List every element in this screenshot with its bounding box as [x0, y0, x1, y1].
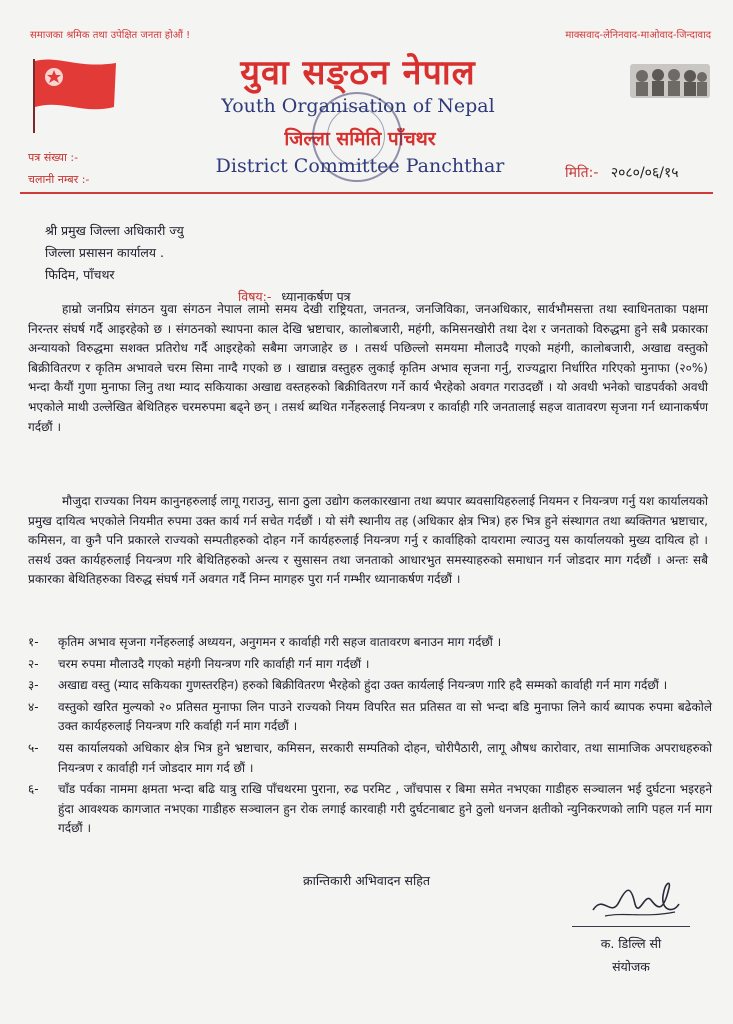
- signer-role: संयोजक: [612, 959, 650, 974]
- date-label: मिति:-: [565, 165, 599, 181]
- body-paragraph-1: हाम्रो जनप्रिय संगठन युवा संगठन नेपाल लामो समय देखी राष्ट्रियता, जनतन्त्र, जनजिविका, जनअधिकार, सार्वभौमसत्ता तथा स्वाधिनताका पक्षमा निरन्तर संघर्ष गर्दै आइरहेको छ । संगठनको स्थापना काल देखि भ्रष्टाचार, कालोबजारी, महंगी, कमिसनखोरी तथा देश र जनताको विरुद्धमा हुने सबै प्रकारका अन्यायको विरुद्धमा सशक्त प्रतिरोध गर्दै आइरहेको सबैमा जगजाहेर छ । तसर्थ पछिल्लो समयमा मौलाउदै गएको महंगी, कालोबजारी, अखाद्य वस्तुको बिक्रीवितरण र कृतिम अभावले चरम सिमा नाग्दै गएको छ । खाद्यान्न वस्तुहरु लुकाई कृतिम अभाव सृजना गर्नु, राज्यद्वारा निर्धारित गरिएको मुनाफा (२०%) भन्दा कैयौं गुणा मुनाफा लिनु तथा म्याद सकियाका अखाद्य वस्तहरुको बिक्रीवितरण गर्ने कार्य भैरहेको अवगत गराउदछौं । यो अवधी भनेको चाडपर्वको अवधी भएकोले माथी उल्लेखित बेथितिहरु चरमरुपमा बढ्ने छन् । तसर्थ ब्यथित गर्नेहरुलाई नियन्त्रण र कार्वाही गरि जनतालाई सहज वातावरण सृजना गर्न ध्यानाकर्षण गर्दछौं ।: [28, 302, 708, 434]
- date-value: २०८०/०६/१५: [610, 165, 679, 181]
- org-name-nepali: युवा सङ्ठन नेपाल: [240, 53, 476, 93]
- recipient-line-2: जिल्ला प्रसासन कार्यालय .: [45, 245, 164, 260]
- party-flag-icon: [28, 55, 120, 135]
- org-name-english: Youth Organisation of Nepal: [221, 95, 495, 117]
- official-seal: [312, 92, 402, 182]
- list-item: ३- अखाद्य वस्तु (म्याद सकियका गुणस्तरहिन) हरुको बिक्रीवितरण भैरहेको हुंदा उक्त कार्यलाई नियन्त्रण गारि हदै सम्मको कार्वाही गर्न माग गर्दछौं ।: [28, 678, 668, 693]
- reference-number-label: पत्र संख्या :-: [28, 151, 79, 164]
- header-slogan-right: माक्सवाद-लेनिनवाद-माओवाद-जिन्दावाद: [565, 30, 711, 41]
- committee-name-english: District Committee Panchthar: [215, 155, 505, 177]
- closing-greeting: क्रान्तिकारी अभिवादन सहित: [303, 873, 430, 888]
- list-item: १- कृतिम अभाव सृजना गर्नेहरुलाई अध्ययन, अनुगमन र कार्वाही गरी सहज वातावरण बनाउन माग गर्दछौं ।: [28, 635, 502, 649]
- demands-list: [28, 633, 712, 841]
- dispatch-number-label: चलानी नम्बर :-: [28, 173, 90, 186]
- list-item: ६- चाँड पर्वका नाममा क्षमता भन्दा बढि यात्रु राखि पाँचथरमा पुराना, रुढ परमिट , जाँचपास र बिमा समेत नभएका गाडीहरु सञ्चालन भई दुर्घटना भइरहने हुंदा आवश्यक कागजात नभएका गाडीहरु सञ्चालन हुन रोक लगाई कारवाही गरी दुर्घटनाबाट हुने ठुलो धनजन क्षतीको न्युनिकरणको लागि पहल गर्न माग गर्दछौं ।: [28, 782, 712, 836]
- subject-label: विषय:-: [238, 289, 272, 304]
- header-divider: [20, 192, 713, 194]
- recipient-line-1: श्री प्रमुख जिल्ला अधिकारी ज्यु: [45, 223, 184, 238]
- list-item: ४- वस्तुको खरित मुल्यको २० प्रतिसत मुनाफा लिन पाउने राज्यको नियम विपरित सत प्रतिसत वा सो भन्दा बडि मुनाफा लिने कार्य ब्यापक रुपमा बढेकोले उक्त कार्यहरुलाई नियन्त्रण गरि कर्वाही गर्न माग गर्दछौं ।: [28, 699, 712, 734]
- list-item: ५- यस कार्यालयको अधिकार क्षेत्र भित्र हुने भ्रष्टाचार, कमिसन, सरकारी सम्पतिको दोहन, चोरीपैठारी, लागू औषध कारोवार, तथा सामाजिक अपराधहरुको नियन्त्रण र कार्वाही गर्न जोडदार माग गर्द छौं ।: [28, 740, 712, 775]
- body-paragraph-2: मौजुदा राज्यका नियम कानुनहरुलाई लागू गराउनु, साना ठुला उद्योग कलकारखाना तथा ब्यपार ब्यवसायिहरुलाई नियमन र नियन्त्रण गर्नु यश कार्यालयको प्रमुख दायित्व भएकोले नियमीत रुपमा उक्त कार्य गर्न सचेत गर्दछौं । यो संगै स्थानीय तह (अधिकार क्षेत्र भित्र) हरु भित्र हुने संस्थागत तथा ब्यक्तिगत भ्रष्टाचार, कमिसन, वा कुनै पनि प्रकारले राज्यको सम्पतीहरुको दोहन गर्ने कार्यहरुलाई नियन्त्रण गर्नु र कार्वाहिको दायरामा ल्याउनु यस कार्यालयको मुख्य दायित्व हो । तसर्थ उक्त कार्यहरुलाई नियन्त्रण गरि बेथितिहरुको अन्त्य र सुसासन तथा जनताको आधारभुत समस्याहरुको समाधान गर्न जोडदार माग गर्दछौं । अन्तः सबै प्रकारका बेथितिहरुका विरुद्ध संघर्ष गर्ने अवगत गर्दै निम्न मागहरु पुरा गर्न गम्भीर ध्यानाकर्षण गर्दछौं ।: [28, 494, 708, 587]
- committee-name-nepali: जिल्ला समिति पाँचथर: [284, 128, 436, 150]
- leaders-portraits-icon: [630, 60, 710, 100]
- signature-line: [572, 926, 690, 927]
- signature-image: [585, 874, 685, 926]
- header-slogan-left: समाजका श्रमिक तथा उपेक्षित जनता होऔं !: [30, 30, 191, 41]
- list-item: २- चरम रुपमा मौलाउदै गएको महंगी नियन्त्रण गरि कार्वाही गर्न माग गर्दछौं ।: [28, 656, 370, 671]
- subject-text: ध्यानाकर्षण पत्र: [281, 289, 351, 304]
- signer-name: क. डिल्लि सी: [600, 936, 662, 951]
- recipient-line-3: फिदिम, पाँचथर: [45, 267, 115, 282]
- letter-date: [565, 163, 679, 182]
